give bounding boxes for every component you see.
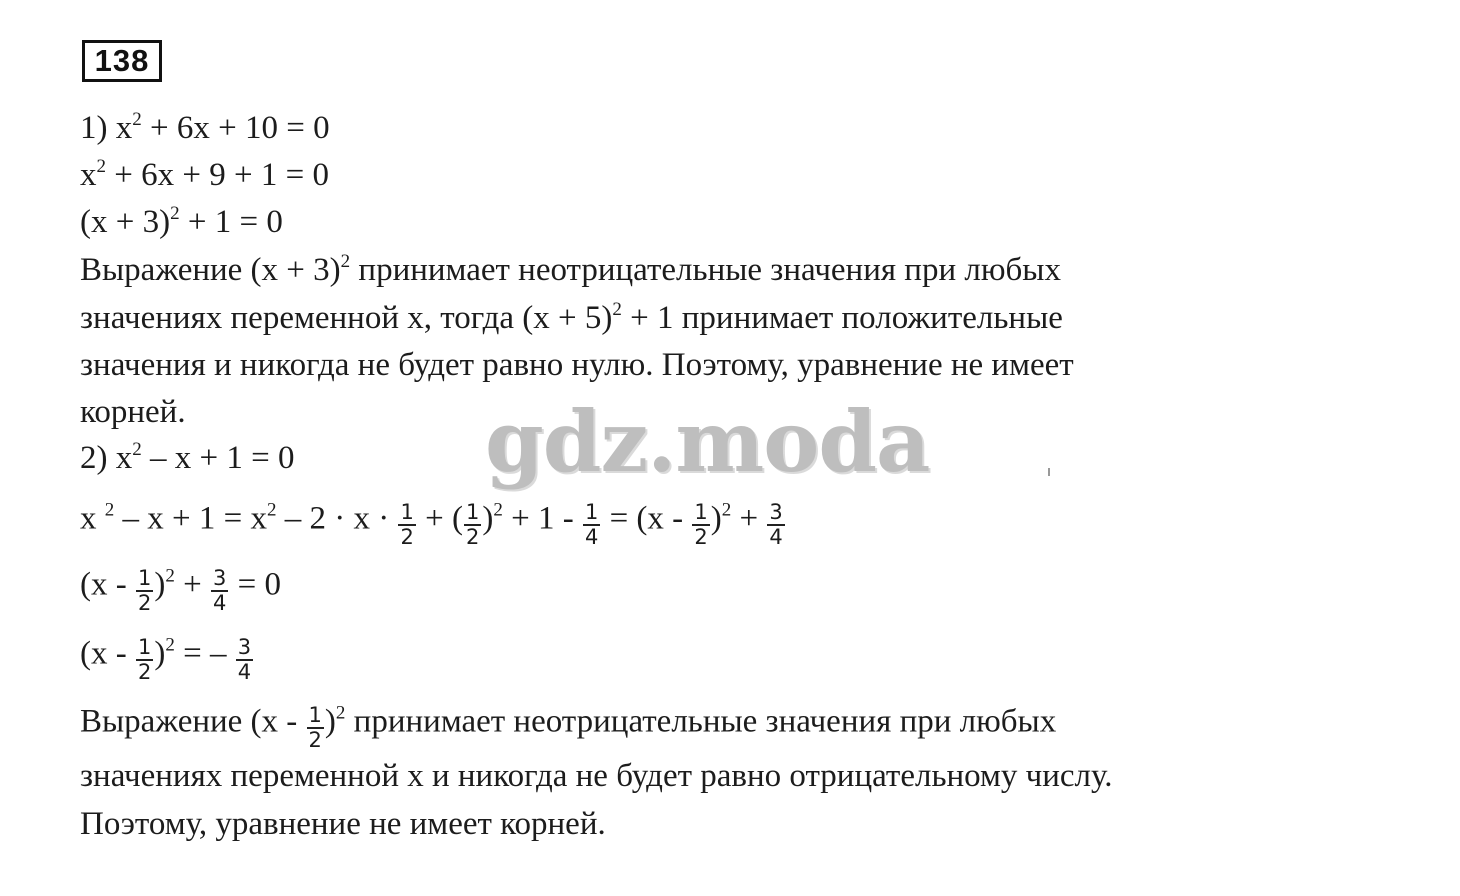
watermark-logo: gdz.moda: [485, 392, 930, 491]
fraction: $\frac{1}{2}$: [400, 500, 414, 549]
fraction: $\frac{3}{4}$: [769, 500, 783, 549]
p1-explanation-line-2: значениях переменной x, тогда $(x + 5)^2 + 1$ принимает положительные: [80, 299, 1063, 336]
p2-equation-3: (x - $\frac{1}{2}$ )$^2$ + $\frac{3}{4}$ = 0: [80, 565, 281, 615]
fraction: $\frac{1}{2}$: [694, 500, 708, 549]
p2-explanation-line-1: Выражение (x - $\frac{1}{2}$ )$^2$ принимает неотрицательные значения при любых: [80, 702, 1057, 752]
p1-equation-3: $(x + 3)^2 + 1 = 0$: [80, 203, 283, 240]
p2-equation-4: (x - $\frac{1}{2}$ )$^2$ = – $\frac{3}{4}$: [80, 634, 252, 684]
problem-number-box: [82, 40, 162, 82]
fraction: $\frac{1}{2}$: [465, 500, 480, 549]
p2-explanation-line-2: значениях переменной x и никогда не будет равно отрицательному числу.: [80, 758, 1113, 794]
fraction: $\frac{1}{2}$: [308, 703, 322, 752]
p2-explanation-line-3: Поэтому, уравнение не имеет корней.: [80, 806, 606, 842]
p1-equation-1: 1) $x^2 + 6x + 10 = 0$: [80, 109, 330, 146]
p2-equation-1: 2) $x^2 - x + 1 = 0$: [80, 439, 295, 476]
p1-explanation-line-1: Выражение $(x + 3)^2$ принимает неотрицательные значения при любых: [80, 251, 1061, 288]
problem-number: 138: [94, 43, 150, 78]
fraction: $\frac{1}{2}$: [137, 566, 152, 615]
p1-explanation-line-3: значения и никогда не будет равно нулю. Поэтому, уравнение не имеет: [80, 347, 1074, 383]
p2-equation-2: x $^2 - x + 1 = x^2 - 2 \cdot x$ · $\frac{1}{2}$ + ( $\frac{1}{2}$ )$^2$ + 1 - $\frac{1}{4}$ = (x - $\frac{1}{2}$ )$^2$ + $\frac{3}{4}$: [80, 499, 783, 549]
fraction: $\frac{1}{4}$: [584, 500, 599, 549]
scan-mark: [1048, 468, 1050, 476]
p1-explanation-line-4: корней.: [80, 394, 186, 430]
fraction: $\frac{3}{4}$: [237, 635, 252, 684]
fraction: $\frac{3}{4}$: [212, 566, 227, 615]
fraction: $\frac{1}{2}$: [137, 635, 152, 684]
p1-equation-2: $x^2 + 6x + 9 + 1 = 0$: [80, 156, 329, 193]
